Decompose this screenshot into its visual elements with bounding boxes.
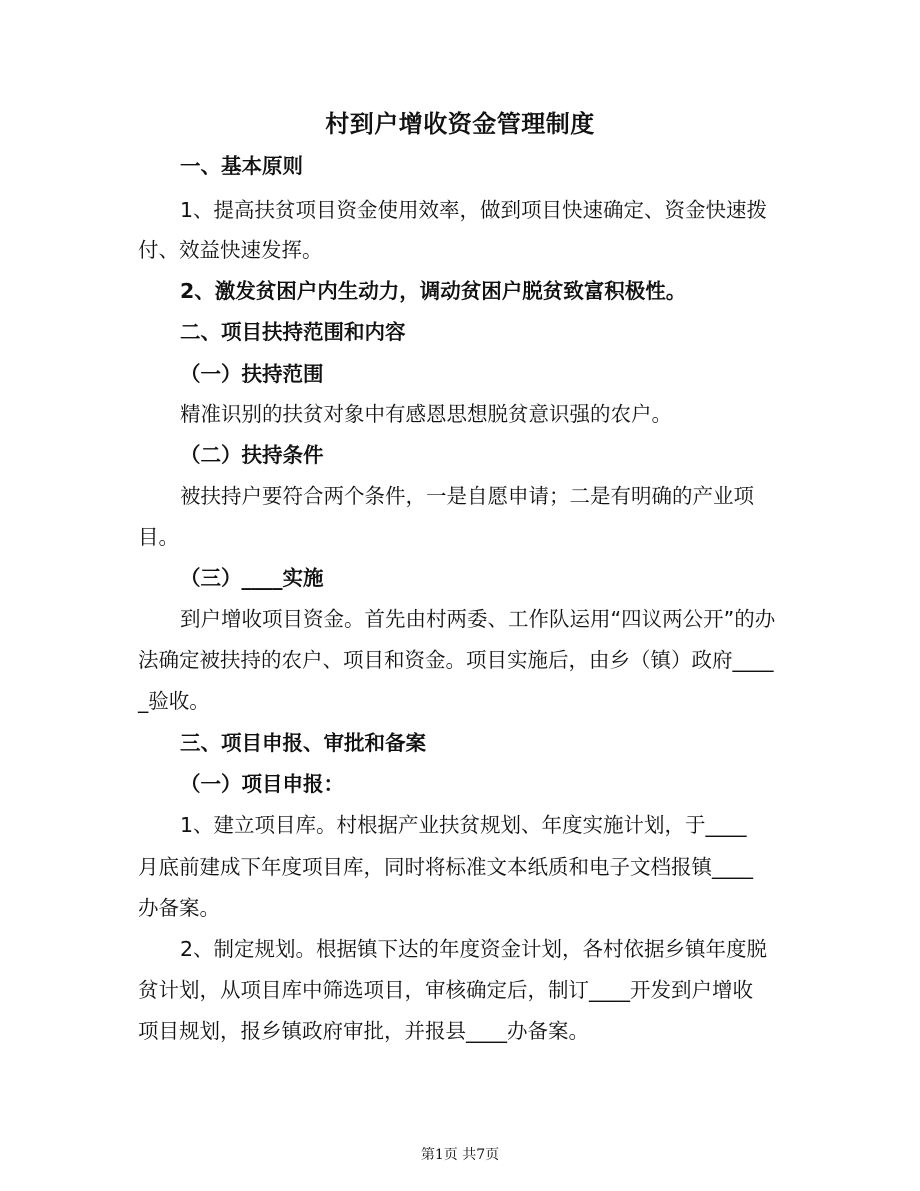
paragraph-line: 项目规划，报乡镇政府审批，并报县____办备案。	[138, 1019, 589, 1043]
subheading-scope: （一）扶持范围	[180, 362, 324, 386]
paragraph-line: 法确定被扶持的农户、项目和资金。项目实施后，由乡（镇）政府____	[138, 648, 774, 672]
paragraph-line: 贫计划，从项目库中筛选项目，审核确定后，制订____开发到户增收	[138, 978, 753, 1002]
subheading-implementation: （三）____实施	[180, 566, 324, 590]
paragraph-line: 目。	[138, 525, 179, 549]
paragraph-line: 精准识别的扶贫对象中有感恩思想脱贫意识强的农户。	[180, 402, 672, 426]
subheading-conditions: （二）扶持条件	[180, 443, 324, 467]
page-footer: 第1页 共7页	[420, 1147, 500, 1163]
paragraph-line: 2、激发贫困户内生动力，调动贫困户脱贫致富积极性。	[180, 279, 687, 303]
heading-basic-principles: 一、基本原则	[180, 154, 303, 178]
document-title: 村到户增收资金管理制度	[325, 110, 595, 138]
heading-scope-content: 二、项目扶持范围和内容	[180, 320, 406, 344]
paragraph-line: 到户增收项目资金。首先由村两委、工作队运用“四议两公开”的办	[180, 607, 776, 631]
heading-application-approval: 三、项目申报、审批和备案	[180, 731, 426, 755]
paragraph-line: 被扶持户要符合两个条件，一是自愿申请；二是有明确的产业项	[180, 484, 754, 508]
paragraph-line: 月底前建成下年度项目库，同时将标准文本纸质和电子文档报镇____	[138, 855, 753, 879]
paragraph-line: 1、建立项目库。村根据产业扶贫规划、年度实施计划，于____	[180, 813, 747, 837]
paragraph-line: 1、提高扶贫项目资金使用效率，做到项目快速确定、资金快速拨	[180, 198, 768, 222]
paragraph-line: 2、制定规划。根据镇下达的年度资金计划，各村依据乡镇年度脱	[180, 937, 768, 961]
paragraph-line: _验收。	[138, 689, 210, 713]
subheading-application: （一）项目申报：	[180, 772, 344, 796]
paragraph-line: 办备案。	[138, 896, 220, 920]
paragraph-line: 付、效益快速发挥。	[138, 238, 323, 262]
